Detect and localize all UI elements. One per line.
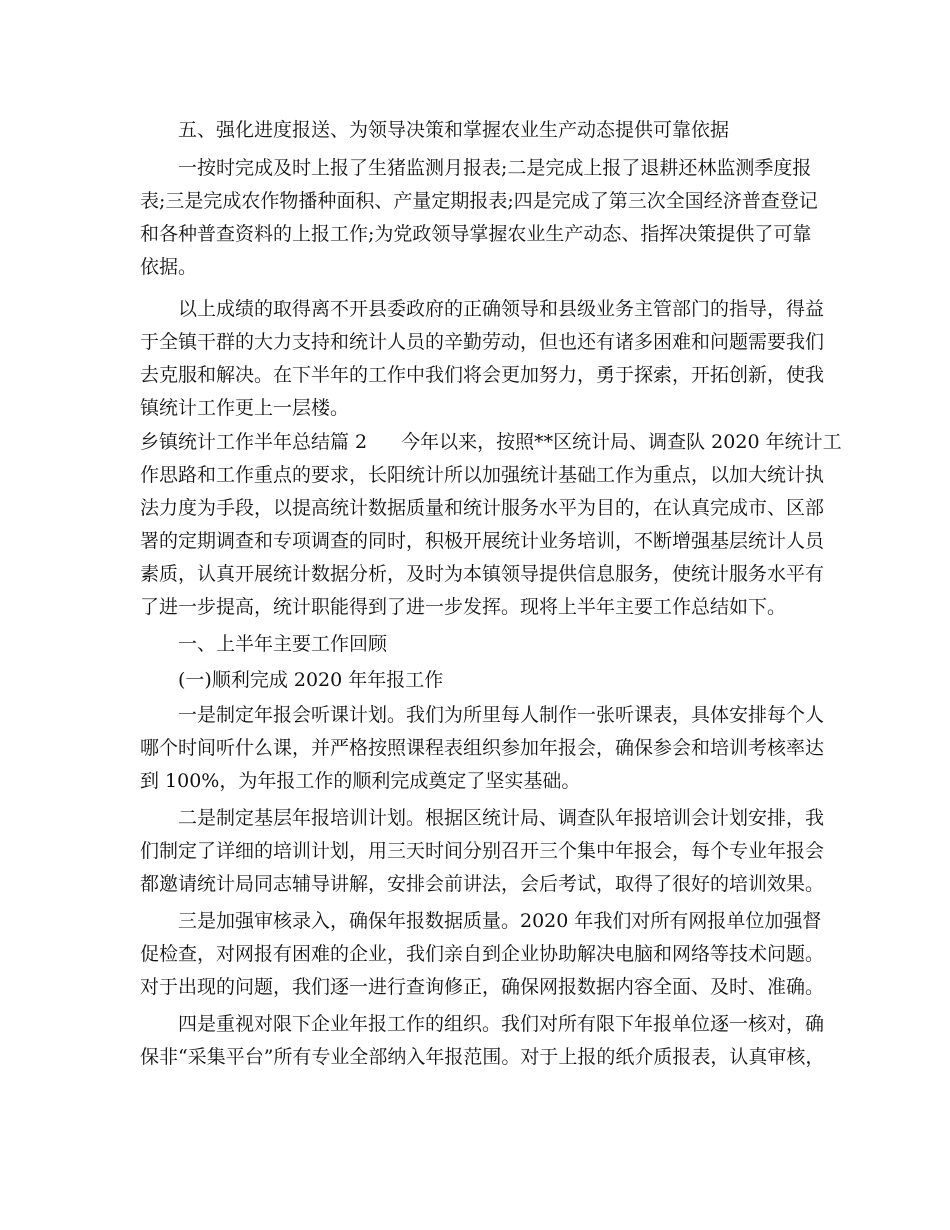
paragraph-line: 一是制定年报会听课计划。我们为所里每人制作一张听课表，具体安排每个人 — [178, 704, 825, 726]
paragraph-line: 以上成绩的取得离不开县委政府的正确领导和县级业务主管部门的指导，得益 — [178, 298, 825, 320]
paragraph-line: 表;三是完成农作物播种面积、产量定期报表;四是完成了第三次全国经济普查登记 — [140, 190, 818, 212]
section-heading-1: 一、上半年主要工作回顾 — [178, 633, 388, 655]
paragraph-line: 促检查，对网报有困难的企业，我们亲自到企业协助解决电脑和网络等技术问题。 — [140, 943, 825, 965]
paragraph-line: 法力度为手段，以提高统计数据质量和统计服务水平为目的，在认真完成市、区部 — [140, 497, 825, 519]
paragraph-line: 四是重视对限下企业年报工作的组织。我们对所有限下年报单位逐一核对，确 — [178, 1013, 825, 1035]
paragraph-line: 到 100%，为年报工作的顺利完成奠定了坚实基础。 — [140, 770, 581, 792]
article-title: 乡镇统计工作半年总结篇 2 — [140, 431, 368, 453]
section-heading-5: 五、强化进度报送、为领导决策和掌握农业生产动态提供可靠依据 — [178, 119, 730, 141]
paragraph-line: 和各种普查资料的上报工作;为党政领导掌握农业生产动态、指挥决策提供了可靠 — [140, 223, 812, 245]
paragraph-line: 于全镇干群的大力支持和统计人员的辛勤劳动，但也还有诸多困难和问题需要我们 — [140, 331, 825, 353]
paragraph-line: 一按时完成及时上报了生猪监测月报表;二是完成上报了退耕还林监测季度报 — [178, 157, 812, 179]
paragraph-line: 依据。 — [140, 256, 198, 278]
paragraph-line: 镇统计工作更上一层楼。 — [140, 397, 350, 419]
paragraph-line: 去克服和解决。在下半年的工作中我们将会更加努力，勇于探索，开拓创新，使我 — [140, 364, 825, 386]
paragraph-line: 三是加强审核录入，确保年报数据质量。2020 年我们对所有网报单位加强督 — [178, 910, 822, 932]
paragraph-line: 了进一步提高，统计职能得到了进一步发挥。现将上半年主要工作总结如下。 — [140, 596, 787, 618]
paragraph-line: 作思路和工作重点的要求，长阳统计所以加强统计基础工作为重点，以加大统计执 — [140, 464, 825, 486]
paragraph-line: 二是制定基层年报培训计划。根据区统计局、调查队年报培训会计划安排，我 — [178, 807, 825, 829]
subsection-heading-1: (一)顺利完成 2020 年年报工作 — [178, 669, 444, 691]
paragraph-line: 今年以来，按照**区统计局、调查队 2020 年统计工 — [401, 431, 842, 453]
paragraph-line: 素质，认真开展统计数据分析，及时为本镇领导提供信息服务，使统计服务水平有 — [140, 563, 825, 585]
paragraph-line: 对于出现的问题，我们逐一进行查询修正，确保网报数据内容全面、及时、准确。 — [140, 976, 825, 998]
paragraph-line: 都邀请统计局同志辅导讲解，安排会前讲法，会后考试，取得了很好的培训效果。 — [140, 873, 825, 895]
paragraph-line: 署的定期调查和专项调查的同时，积极开展统计业务培训，不断增强基层统计人员 — [140, 530, 825, 552]
paragraph-line: 保非“采集平台”所有专业全部纳入年报范围。对于上报的纸介质报表，认真审核， — [140, 1046, 825, 1068]
paragraph-line: 哪个时间听什么课，并严格按照课程表组织参加年报会，确保参会和培训考核率达 — [140, 737, 825, 759]
article-heading-line — [140, 430, 842, 454]
paragraph-line: 们制定了详细的培训计划，用三天时间分别召开三个集中年报会，每个专业年报会 — [140, 840, 825, 862]
